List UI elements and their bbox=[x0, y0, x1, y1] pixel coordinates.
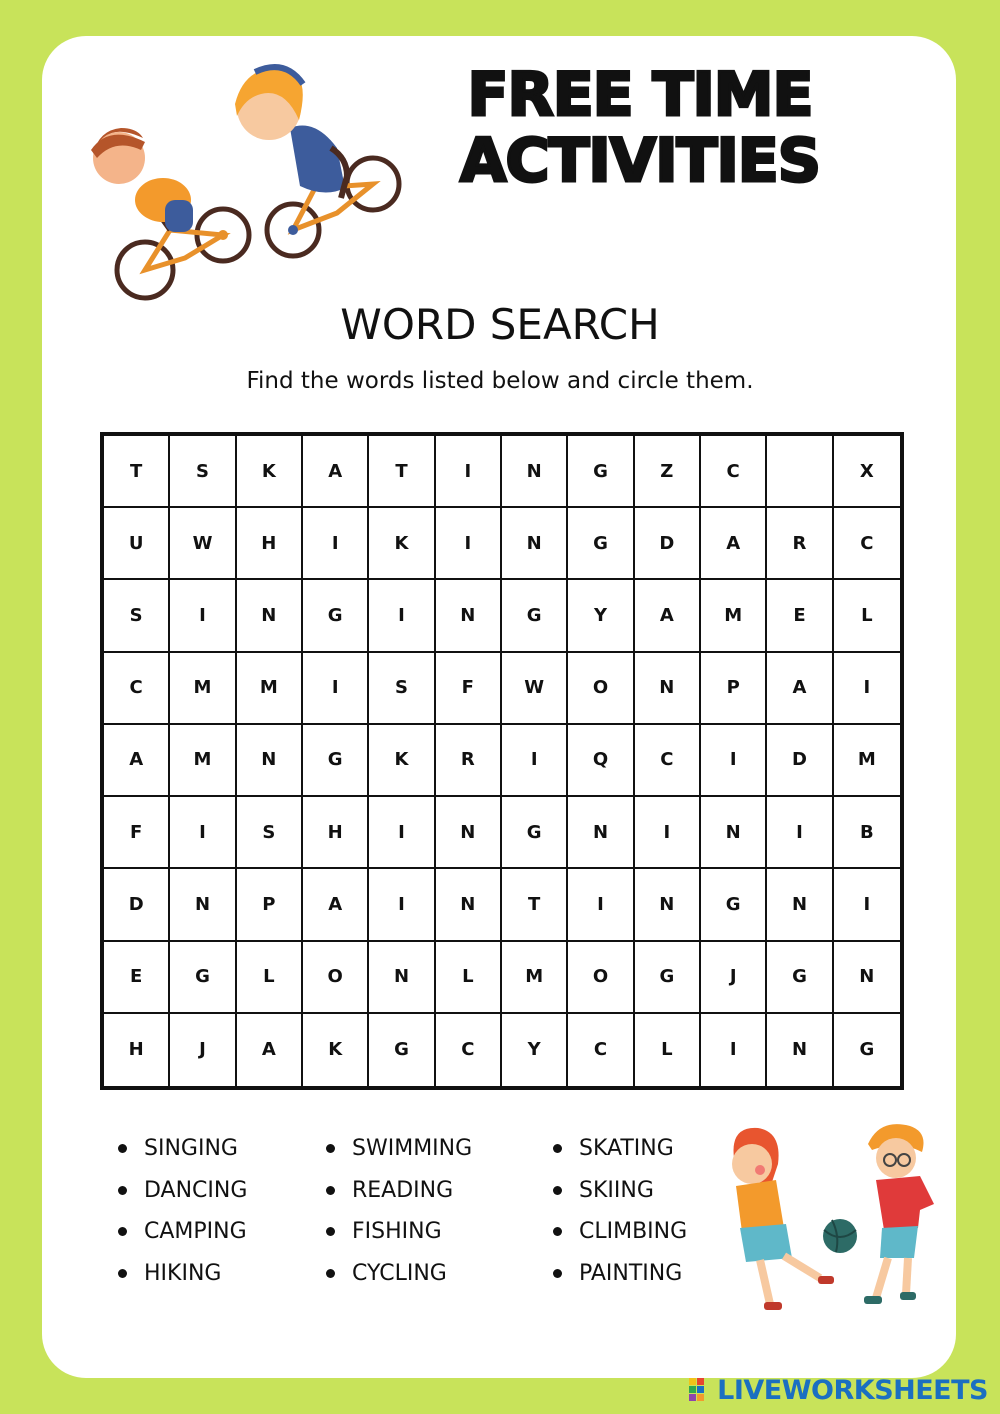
word-list-item bbox=[118, 1170, 247, 1212]
word-search-grid bbox=[100, 432, 904, 1090]
liveworksheets-brand[interactable] bbox=[689, 1373, 988, 1407]
word-list-item bbox=[553, 1211, 687, 1253]
grid-cell[interactable]: A bbox=[303, 869, 369, 941]
bullet-icon bbox=[326, 1227, 335, 1236]
grid-cell[interactable]: S bbox=[237, 797, 303, 869]
grid-cell[interactable]: C bbox=[568, 1014, 634, 1086]
bullet-icon bbox=[118, 1227, 127, 1236]
word-list-item bbox=[326, 1253, 472, 1295]
grid-cell[interactable]: N bbox=[635, 653, 701, 725]
word-label: SKATING bbox=[579, 1136, 674, 1162]
grid-cell[interactable]: M bbox=[502, 942, 568, 1014]
grid-cell[interactable]: E bbox=[767, 580, 833, 652]
grid-cell[interactable]: B bbox=[834, 797, 900, 869]
grid-cell[interactable]: H bbox=[104, 1014, 170, 1086]
grid-cell[interactable]: L bbox=[237, 942, 303, 1014]
grid-cell[interactable]: H bbox=[303, 797, 369, 869]
word-list-item bbox=[326, 1128, 472, 1170]
grid-cell[interactable]: W bbox=[170, 508, 236, 580]
grid-cell[interactable]: M bbox=[834, 725, 900, 797]
grid-cell[interactable]: O bbox=[568, 942, 634, 1014]
bullet-icon bbox=[553, 1186, 562, 1195]
grid-cell[interactable]: G bbox=[303, 725, 369, 797]
grid-cell[interactable]: N bbox=[436, 797, 502, 869]
word-label: DANCING bbox=[144, 1177, 248, 1203]
grid-cell[interactable]: N bbox=[369, 942, 435, 1014]
bullet-icon bbox=[326, 1144, 335, 1153]
grid-cell[interactable]: H bbox=[237, 508, 303, 580]
grid-cell[interactable]: R bbox=[436, 725, 502, 797]
grid-cell[interactable]: N bbox=[502, 436, 568, 508]
grid-cell[interactable]: M bbox=[237, 653, 303, 725]
grid-cell[interactable]: I bbox=[834, 653, 900, 725]
grid-cell[interactable]: L bbox=[834, 580, 900, 652]
grid-cell[interactable]: U bbox=[104, 508, 170, 580]
grid-cell[interactable]: G bbox=[170, 942, 236, 1014]
grid-cell[interactable]: R bbox=[767, 508, 833, 580]
word-label: SKIING bbox=[579, 1177, 654, 1203]
grid-cell[interactable]: Z bbox=[635, 436, 701, 508]
grid-cell[interactable]: S bbox=[170, 436, 236, 508]
grid-cell[interactable]: L bbox=[635, 1014, 701, 1086]
title-line-1: FREE TIME bbox=[467, 60, 813, 130]
grid-cell[interactable]: I bbox=[369, 797, 435, 869]
grid-cell[interactable]: C bbox=[701, 436, 767, 508]
bullet-icon bbox=[553, 1227, 562, 1236]
kids-cycling-illustration bbox=[85, 58, 405, 308]
grid-cell[interactable]: N bbox=[170, 869, 236, 941]
grid-cell[interactable] bbox=[767, 436, 833, 508]
grid-cell[interactable]: O bbox=[568, 653, 634, 725]
grid-cell[interactable]: G bbox=[767, 942, 833, 1014]
grid-cell[interactable]: N bbox=[767, 869, 833, 941]
grid-cell[interactable]: I bbox=[170, 797, 236, 869]
grid-cell[interactable]: G bbox=[568, 508, 634, 580]
grid-cell[interactable]: C bbox=[104, 653, 170, 725]
grid-cell[interactable]: K bbox=[237, 436, 303, 508]
grid-cell[interactable]: N bbox=[237, 725, 303, 797]
bullet-icon bbox=[326, 1186, 335, 1195]
grid-cell[interactable]: G bbox=[635, 942, 701, 1014]
word-label: HIKING bbox=[144, 1260, 222, 1286]
bullet-icon bbox=[553, 1144, 562, 1153]
word-list-item bbox=[118, 1253, 247, 1295]
grid-cell[interactable]: X bbox=[834, 436, 900, 508]
grid-cell[interactable]: N bbox=[502, 508, 568, 580]
grid-cell[interactable]: N bbox=[635, 869, 701, 941]
grid-cell[interactable]: D bbox=[104, 869, 170, 941]
word-label: READING bbox=[352, 1177, 454, 1203]
bullet-icon bbox=[118, 1269, 127, 1278]
kids-playing-ball-illustration bbox=[700, 1118, 960, 1318]
grid-cell[interactable]: G bbox=[701, 869, 767, 941]
bullet-icon bbox=[118, 1186, 127, 1195]
brand-text: LIVEWORKSHEETS bbox=[717, 1374, 988, 1406]
grid-cell[interactable]: G bbox=[502, 580, 568, 652]
grid-cell[interactable]: F bbox=[436, 653, 502, 725]
grid-cell[interactable]: I bbox=[502, 725, 568, 797]
grid-cell[interactable]: O bbox=[303, 942, 369, 1014]
word-list-column-1 bbox=[118, 1128, 247, 1294]
grid-cell[interactable]: Y bbox=[502, 1014, 568, 1086]
grid-cell[interactable]: C bbox=[635, 725, 701, 797]
grid-cell[interactable]: I bbox=[369, 869, 435, 941]
grid-cell[interactable]: Y bbox=[568, 580, 634, 652]
grid-cell[interactable]: I bbox=[369, 580, 435, 652]
grid-cell[interactable]: D bbox=[767, 725, 833, 797]
word-list-column-2 bbox=[326, 1128, 472, 1294]
grid-cell[interactable]: W bbox=[502, 653, 568, 725]
word-list-item bbox=[118, 1211, 247, 1253]
grid-cell[interactable]: S bbox=[369, 653, 435, 725]
grid-cell[interactable]: I bbox=[635, 797, 701, 869]
grid-cell[interactable]: S bbox=[104, 580, 170, 652]
bullet-icon bbox=[326, 1269, 335, 1278]
grid-cell[interactable]: P bbox=[701, 653, 767, 725]
word-list-item bbox=[326, 1211, 472, 1253]
grid-cell[interactable]: I bbox=[701, 725, 767, 797]
grid-cell[interactable]: G bbox=[859, 1039, 875, 1061]
grid-cell[interactable]: T bbox=[502, 869, 568, 941]
word-list-item bbox=[553, 1170, 687, 1212]
grid-cell[interactable]: N bbox=[767, 1014, 833, 1086]
word-label: CAMPING bbox=[144, 1219, 247, 1245]
grid-cell[interactable]: A bbox=[104, 725, 170, 797]
instructions-text: Find the words listed below and circle them. bbox=[246, 368, 754, 394]
grid-cell[interactable]: F bbox=[104, 797, 170, 869]
grid-cell[interactable]: L bbox=[436, 942, 502, 1014]
word-list-item bbox=[553, 1253, 687, 1295]
grid-cell[interactable]: I bbox=[303, 508, 369, 580]
grid-cell[interactable]: T bbox=[104, 436, 170, 508]
grid-cell[interactable]: I bbox=[834, 869, 900, 941]
grid-cell[interactable]: I bbox=[436, 508, 502, 580]
title-line-2: ACTIVITIES bbox=[460, 126, 820, 196]
word-label: SINGING bbox=[144, 1136, 238, 1162]
grid-cell[interactable]: M bbox=[701, 580, 767, 652]
grid-cell[interactable]: G bbox=[568, 436, 634, 508]
word-list-item bbox=[326, 1170, 472, 1212]
grid-cell[interactable]: K bbox=[303, 1014, 369, 1086]
grid-cell[interactable]: N bbox=[568, 797, 634, 869]
grid-cell[interactable]: D bbox=[635, 508, 701, 580]
liveworksheets-logo-icon bbox=[689, 1376, 713, 1404]
grid-cell[interactable]: M bbox=[170, 725, 236, 797]
grid-cell[interactable]: K bbox=[369, 725, 435, 797]
grid-cell[interactable]: I bbox=[303, 653, 369, 725]
grid-cell[interactable]: I bbox=[767, 797, 833, 869]
grid-cell[interactable]: N bbox=[834, 942, 900, 1014]
grid-cell[interactable]: T bbox=[369, 436, 435, 508]
grid-cell[interactable]: J bbox=[701, 942, 767, 1014]
grid-cell[interactable]: N bbox=[436, 869, 502, 941]
section-heading: WORD SEARCH bbox=[340, 300, 660, 349]
word-label: FISHING bbox=[352, 1219, 442, 1245]
grid-cell[interactable]: G bbox=[502, 797, 568, 869]
grid-cell[interactable]: N bbox=[237, 580, 303, 652]
grid-cell[interactable]: G bbox=[369, 1014, 435, 1086]
grid-cell[interactable]: A bbox=[303, 436, 369, 508]
grid-cell[interactable]: C bbox=[436, 1014, 502, 1086]
word-list-item bbox=[118, 1128, 247, 1170]
grid-cell[interactable]: I bbox=[436, 436, 502, 508]
grid-cell[interactable]: I bbox=[170, 580, 236, 652]
grid-cell[interactable]: A bbox=[635, 580, 701, 652]
worksheet-title bbox=[450, 62, 830, 194]
grid-cell[interactable]: N bbox=[701, 797, 767, 869]
grid-cell[interactable]: I bbox=[568, 869, 634, 941]
grid-cell[interactable]: P bbox=[237, 869, 303, 941]
grid-cell[interactable]: J bbox=[170, 1014, 236, 1086]
grid-cell[interactable]: E bbox=[104, 942, 170, 1014]
word-label: PAINTING bbox=[579, 1260, 683, 1286]
bullet-icon bbox=[118, 1144, 127, 1153]
word-list-item bbox=[553, 1128, 687, 1170]
grid-cell[interactable]: K bbox=[369, 508, 435, 580]
word-label: SWIMMING bbox=[352, 1136, 473, 1162]
grid-cell[interactable]: Q bbox=[568, 725, 634, 797]
bullet-icon bbox=[553, 1269, 562, 1278]
grid-cell[interactable]: M bbox=[170, 653, 236, 725]
word-list-column-3 bbox=[553, 1128, 687, 1294]
grid-cell[interactable]: A bbox=[237, 1014, 303, 1086]
grid-cell[interactable]: C bbox=[834, 508, 900, 580]
grid-cell[interactable]: A bbox=[701, 508, 767, 580]
word-label: CLIMBING bbox=[579, 1219, 688, 1245]
grid-cell[interactable]: G bbox=[303, 580, 369, 652]
word-label: CYCLING bbox=[352, 1260, 447, 1286]
grid-cell[interactable]: A bbox=[767, 653, 833, 725]
grid-cell[interactable]: N bbox=[436, 580, 502, 652]
grid-cell[interactable]: I bbox=[701, 1014, 767, 1086]
